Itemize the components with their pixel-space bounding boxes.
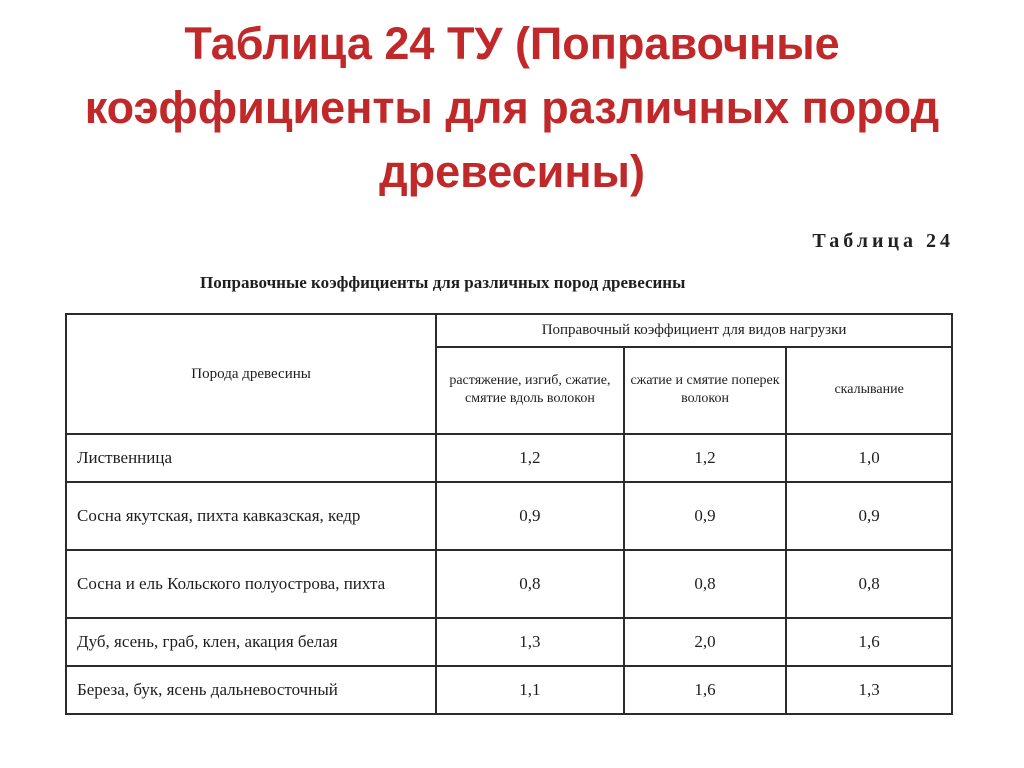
value-cell: 2,0: [624, 618, 787, 666]
value-cell: 1,0: [786, 434, 952, 482]
slide-title: Таблица 24 ТУ (Поправочные коэффициенты для различных пород древесины): [84, 18, 940, 197]
species-cell: Береза, бук, ясень дальневосточный: [66, 666, 436, 714]
species-cell: Лиственница: [66, 434, 436, 482]
value-cell: 0,9: [436, 482, 624, 550]
value-cell: 1,6: [786, 618, 952, 666]
value-cell: 1,2: [436, 434, 624, 482]
table-row: [66, 618, 952, 666]
coefficients-table: [65, 313, 953, 715]
species-cell: Сосна и ель Кольского полуострова, пихта: [66, 550, 436, 618]
table-row: [66, 666, 952, 714]
species-cell: Дуб, ясень, граб, клен, акация белая: [66, 618, 436, 666]
value-cell: 1,3: [786, 666, 952, 714]
table-row: [66, 482, 952, 550]
value-cell: 0,8: [436, 550, 624, 618]
header-col-shear: скалывание: [786, 347, 952, 434]
header-col-tension: растяжение, изгиб, сжатие, смятие вдоль волокон: [436, 347, 624, 434]
table-row: [66, 434, 952, 482]
value-cell: 1,3: [436, 618, 624, 666]
species-cell: Сосна якутская, пихта кавказская, кедр: [66, 482, 436, 550]
table-caption: Поправочные коэффициенты для различных пород древесины: [200, 273, 686, 292]
value-cell: 0,8: [786, 550, 952, 618]
header-col-compression-across: сжатие и смятие поперек волокон: [624, 347, 787, 434]
table-number-label: Таблица 24: [812, 230, 954, 252]
value-cell: 1,1: [436, 666, 624, 714]
value-cell: 0,9: [624, 482, 787, 550]
header-species: Порода древесины: [66, 314, 436, 434]
header-load-group: Поправочный коэффициент для видов нагрузки: [436, 314, 952, 347]
value-cell: 1,2: [624, 434, 787, 482]
table-row: [66, 550, 952, 618]
value-cell: 0,9: [786, 482, 952, 550]
value-cell: 1,6: [624, 666, 787, 714]
value-cell: 0,8: [624, 550, 787, 618]
